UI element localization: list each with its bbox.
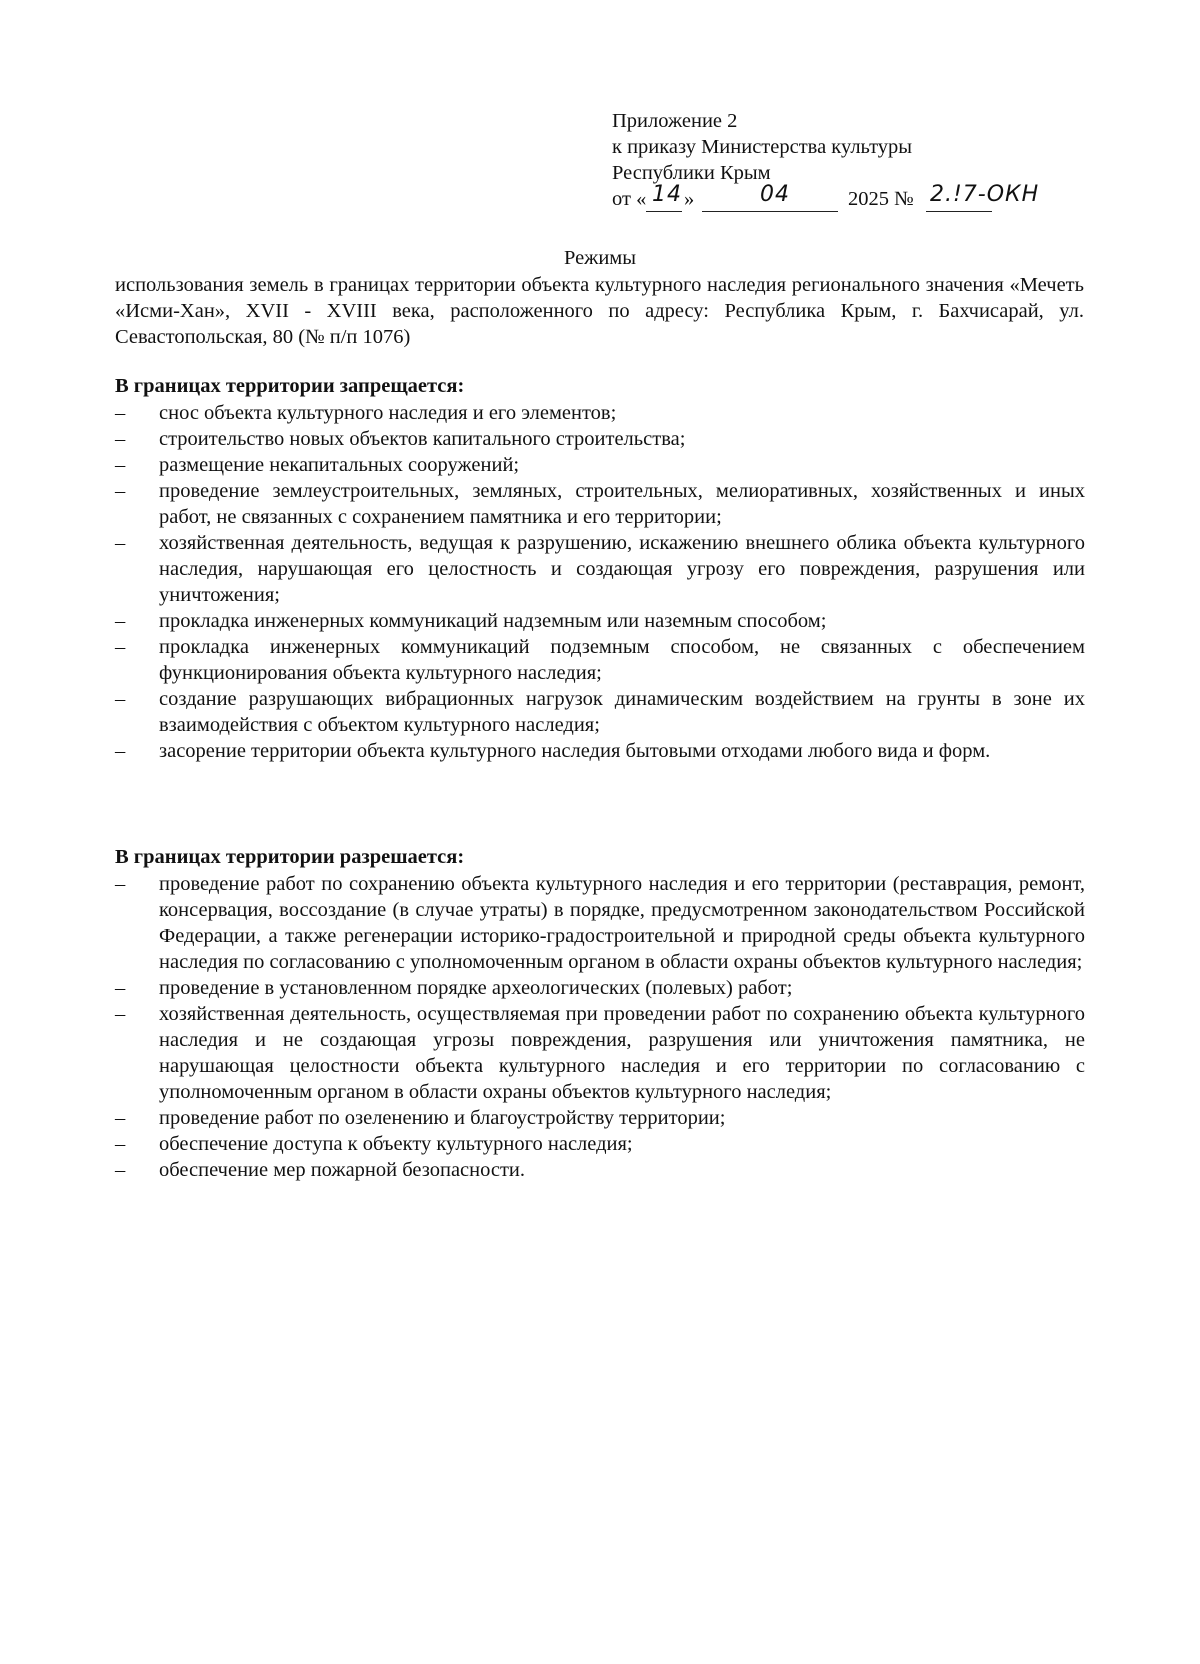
list-item: – обеспечение мер пожарной безопасности.	[115, 1159, 526, 1181]
date-day-handwritten: 14	[652, 182, 682, 207]
list-item: – обеспечение доступа к объекту культурного наследия;	[115, 1133, 633, 1155]
prohibited-list	[115, 400, 1085, 764]
dash-marker: –	[115, 532, 126, 554]
permitted-section	[115, 844, 1085, 1183]
list-item: – хозяйственная деятельность, ведущая к разрушению, искажению внешнего облика объекта культурного наследия, нарушающая его целостность и создающая угрозу его повреждения, разрушения или уничтожения;	[115, 532, 1085, 606]
list-item: – засорение территории объекта культурного наследия бытовыми отходами любого вида и форм.	[115, 740, 991, 762]
dash-marker: –	[115, 1003, 126, 1025]
date-prefix: от «	[612, 188, 647, 210]
annex-title: Приложение 2	[612, 110, 738, 132]
list-item: – снос объекта культурного наследия и его элементов;	[115, 402, 617, 424]
dash-marker: –	[115, 688, 126, 710]
date-year-number: 2025 №	[848, 188, 914, 210]
annex-order-ref: к приказу Министерства культуры	[612, 136, 913, 158]
dash-marker: –	[115, 636, 126, 658]
dash-marker: –	[115, 740, 126, 762]
annex-date-line	[612, 182, 1112, 216]
document-subtitle: использования земель в границах территории объекта культурного наследия регионального значения «Мечеть «Исми-Хан», XVII - XVIII века, расположенного по адресу: Республика Крым, г. Бахчисарай, ул. Севастопольская, 80 (№ п/п 1076)	[115, 274, 1084, 348]
list-item: – проведение в установленном порядке археологических (полевых) работ;	[115, 977, 793, 999]
dash-marker: –	[115, 610, 126, 632]
list-item: – прокладка инженерных коммуникаций надземным или наземным способом;	[115, 610, 827, 632]
permitted-list	[115, 871, 1085, 1183]
permitted-heading: В границах территории разрешается:	[115, 846, 465, 868]
list-item: – проведение землеустроительных, земляных, строительных, мелиоративных, хозяйственных и иных работ, не связанных с сохранением памятника и его территории;	[115, 480, 1085, 528]
dash-marker: –	[115, 480, 126, 502]
list-item: – хозяйственная деятельность, осуществляемая при проведении работ по сохранению объекта культурного наследия и не создающая угрозы повреждения, разрушения или уничтожения памятника, не нарушающая целостности объекта культурного наследия и его территории по согласованию с уполномоченным органом в области охраны объектов культурного наследия;	[115, 1003, 1085, 1103]
dash-marker: –	[115, 428, 126, 450]
annex-header	[612, 108, 1112, 216]
list-item: – проведение работ по сохранению объекта культурного наследия и его территории (реставрация, ремонт, консервация, воссоздание (в случае утраты) в порядке, предусмотренном законодательством Российской Федерации, а также регенерации историко-градостроительной и природной среды объекта культурного наследия по согласованию с уполномоченным органом в области охраны объектов культурного наследия;	[115, 873, 1085, 973]
annex-republic: Республики Крым	[612, 162, 771, 184]
dash-marker: –	[115, 1133, 126, 1155]
dash-marker: –	[115, 1159, 126, 1181]
prohibited-section	[115, 373, 1085, 764]
date-mid: »	[684, 188, 695, 210]
order-number-handwritten: 2.!7-ОКН	[930, 182, 1040, 207]
dash-marker: –	[115, 873, 126, 895]
list-item: – строительство новых объектов капитального строительства;	[115, 428, 686, 450]
date-month-handwritten: 04	[760, 182, 790, 207]
prohibited-heading: В границах территории запрещается:	[115, 375, 465, 397]
list-item: – создание разрушающих вибрационных нагрузок динамическим воздействием на грунты в зоне их взаимодействия с объектом культурного наследия;	[115, 688, 1085, 736]
date-month-underline	[702, 211, 838, 212]
list-item: – прокладка инженерных коммуникаций подземным способом, не связанных с обеспечением функционирования объекта культурного наследия;	[115, 636, 1085, 684]
dash-marker: –	[115, 454, 126, 476]
list-item: – проведение работ по озеленению и благоустройству территории;	[115, 1107, 726, 1129]
dash-marker: –	[115, 402, 126, 424]
dash-marker: –	[115, 1107, 126, 1129]
dash-marker: –	[115, 977, 126, 999]
document-title: Режимы	[563, 247, 637, 269]
date-day-underline	[646, 211, 682, 212]
order-number-underline	[926, 211, 992, 212]
list-item: – размещение некапитальных сооружений;	[115, 454, 520, 476]
